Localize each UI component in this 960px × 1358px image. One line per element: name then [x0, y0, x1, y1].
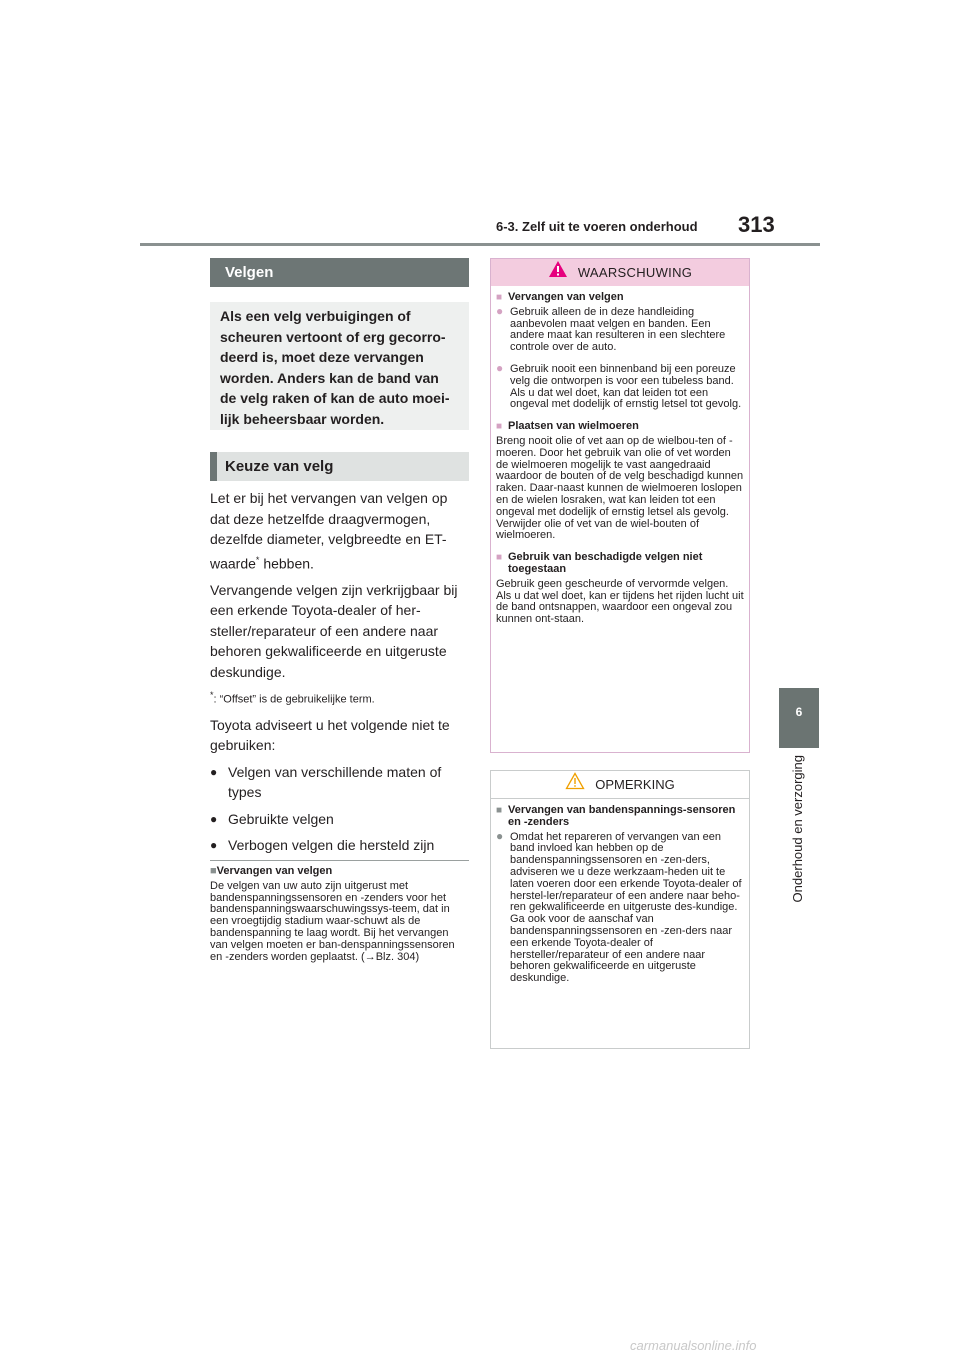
section-heading-keuze: Keuze van velg: [210, 452, 469, 481]
footnote-text: : “Offset” is de gebruikelijke term.: [213, 693, 375, 706]
note-divider: [210, 860, 469, 861]
square-bullet-icon: ■: [210, 865, 217, 877]
list-item: ● Verbogen velgen die hersteld zijn: [210, 835, 470, 856]
note-subtitle: ■ Vervangen van bandenspannings-sensoren en -zenders: [496, 805, 744, 829]
paragraph-advice: Toyota adviseert u het volgende niet te gebruiken:: [210, 716, 450, 754]
warning-item: ● Gebruik nooit een binnenband bij een poreuze velg die ontworpen is voor een tubeless band. Als u dat wel doet, kan dat leiden tot een ongeval met dodelijk of ernstig letsel tot gevolg.: [496, 364, 744, 411]
footnote-ref: *: [255, 554, 260, 565]
warning-title: WAARSCHUWING: [577, 265, 693, 280]
warning-paragraph: Breng nooit olie of vet aan op de wielbou-ten of -moeren. Door het gebruik van olie of vet worden de wielmoeren mogelijk te vast aangedraaid waardoor de bouten of de velg beschadigd kunnen raken. Daar-naast kunnen de wielmoeren loslopen en de wielen losraken, wat kan leiden tot een ongeval met dodelijk of ernstig letsel als gevolg. Verwijder olie of vet van de wiel-bouten of wielmoeren.: [496, 434, 744, 542]
intro-line: lijk beheersbaar worden.: [220, 410, 385, 427]
footnote: [210, 688, 470, 707]
note-header-title: OPMERKING: [595, 777, 675, 792]
note-item: ● Omdat het repareren of vervangen van een band invloed kan hebben op de bandenspanningssensoren en -zen-ders, adviseren we u deze werkzaam-heden uit te laten voeren door een erkende Toyota-dealer of herstel-ler/reparateur of een andere naar beho-ren gekwalificeerde en uitgeruste des-kundige. Ga ook voor de aanschaf van bandenspanningssensoren en -zen-ders naar een erkende Toyota-dealer of hersteller/reparateur of een andere naar behoren gekwalificeerde en uitgeruste deskundige.: [496, 832, 744, 985]
paragraph-dealer: Vervangende velgen zijn verkrijgbaar bij een erkende Toyota-dealer of her-steller/reparateur of een andere naar behoren gekwalificeerde en uitgeruste deskundige.: [210, 581, 458, 680]
section-heading-velgen: Velgen: [210, 258, 469, 287]
page-number: 313: [738, 212, 775, 237]
warning-paragraph: Gebruik geen gescheurde of vervormde velgen. Als u dat wel doet, kan er tijdens het rijden lucht uit de band ontsnappen, waardoor een ongeval zou kunnen ont-staan.: [496, 577, 744, 626]
warning-triangle-icon: [548, 260, 568, 287]
header-divider: [140, 243, 820, 246]
intro-line: Als een velg verbuigingen of: [220, 308, 411, 324]
paragraph-text: hebben.: [259, 555, 314, 572]
paragraph-rim-specs: [210, 488, 470, 574]
intro-line: scheuren vertoont of erg gecorro-: [220, 328, 446, 345]
list-item: ● Gebruikte velgen: [210, 809, 470, 830]
warning-item: ● Gebruik alleen de in deze handleiding aanbevolen maat velgen en banden. Een andere maat kan resulteren in een slechtere controle over de auto.: [496, 307, 744, 354]
warning-header: [491, 259, 749, 286]
intro-line: deerd is, moet deze vervangen: [220, 349, 424, 365]
intro-box: [210, 302, 469, 430]
chapter-tab[interactable]: 6: [779, 688, 819, 748]
note-header: [491, 771, 749, 799]
note-content: [496, 805, 744, 985]
note-block: [210, 866, 469, 963]
warning-content: [496, 292, 744, 636]
intro-line: worden. Anders kan de band van: [220, 369, 439, 386]
note-title-wrap: [210, 866, 469, 878]
caution-triangle-icon: [565, 772, 585, 799]
warning-subtitle: ■ Gebruik van beschadigde velgen niet toegestaan: [496, 552, 744, 576]
list-item: ● Velgen van verschillende maten of types: [210, 762, 470, 803]
section-title: 6-3. Zelf uit te voeren onderhoud: [496, 219, 698, 234]
footnote-mark: *: [210, 690, 214, 701]
warning-subtitle: ■ Plaatsen van wielmoeren: [496, 421, 744, 433]
body-text: [210, 488, 470, 862]
note-title: Vervangen van velgen: [216, 865, 333, 877]
watermark: carmanualsonline.info: [630, 1338, 757, 1353]
paragraph-text: Let er bij het vervangen van velgen op dat deze hetzelfde draagvermogen, dezelfde diameter, velgbreedte en ET-waarde: [210, 490, 448, 572]
note-body: De velgen van uw auto zijn uitgerust met bandenspanningssensoren en -zenders voor het bandenspanningswaarschuwingssys-teem, dat in een vroegtijdig stadium waar-schuwt als de bandenspanning te laag wordt. Bij het vervangen van velgen moeten er ban-denspanningssensoren en -zenders worden geplaatst. (→Blz. 304): [210, 879, 455, 963]
bullet-list: [210, 762, 470, 856]
intro-line: de velg raken of kan de auto moei-: [220, 390, 450, 406]
chapter-tab-label: Onderhoud en verzorging: [790, 755, 805, 903]
warning-subtitle: ■ Vervangen van velgen: [496, 292, 744, 304]
chapter-tab-label-wrap: [790, 755, 810, 925]
